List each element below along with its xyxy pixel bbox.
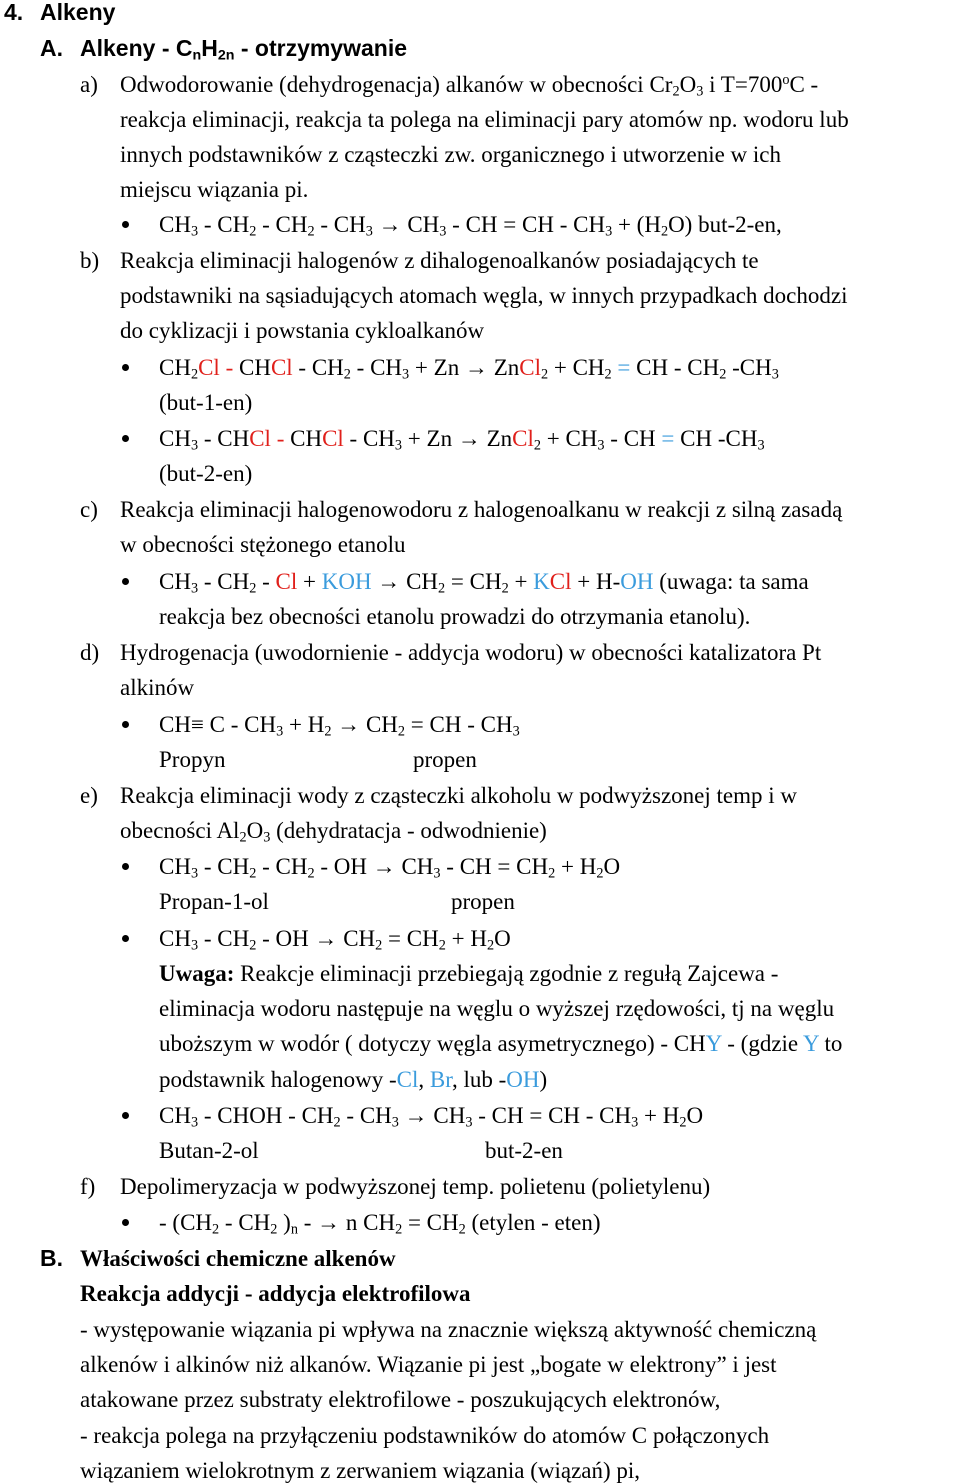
text: Cl <box>396 1067 419 1092</box>
text: Y <box>705 1031 722 1056</box>
zajcew-note-line4 <box>159 1068 547 1091</box>
text: ) <box>539 1067 548 1092</box>
bullet <box>122 364 129 371</box>
text: to <box>818 1031 843 1056</box>
note-bold: Uwaga: <box>159 961 235 986</box>
bullet <box>122 578 129 585</box>
section-b-para4: - reakcja polega na przyłączeniu podstawników do atomów C połączonych <box>80 1423 770 1448</box>
text: i T=700 <box>703 72 783 97</box>
equation-b1: $CH_2Cl$ - CHCl - $CH_2 - CH_3 + Zn$ → ZnCl$_2$ + $CH_2$ = CH - $CH_2$ $-CH_3$ <box>159 355 779 383</box>
section-b-subtitle: Reakcja addycji - addycja elektrofilowa <box>80 1281 471 1306</box>
item-c-label: c) <box>80 497 98 522</box>
text: , <box>418 1067 430 1092</box>
sub: 2n <box>217 47 235 64</box>
equation-e1-name2: propen <box>451 889 515 914</box>
equation-f1: - ($CH_2 - CH_2$ )$_n$ - → n $CH_2 = CH_2$ (etylen - eten) <box>159 1210 601 1238</box>
equation-d1-name1: Propyn <box>159 747 226 772</box>
note: (uwaga: ta sama <box>659 569 809 594</box>
heading-number: 4. <box>4 0 24 25</box>
equation-e3-name2: but-2-en <box>485 1138 563 1163</box>
section-b-para1: - występowanie wiązania pi wpływa na znacznie większą aktywność chemiczną <box>80 1317 817 1342</box>
equation-e3: $CH_3$ - CHOH - $CH_2 - CH_3 \to CH_3$ - CH = CH - $CH_3 + H_2O$ <box>159 1103 704 1131</box>
equation-a1: $CH_3 - CH_2 - CH_2 - CH_3 \to CH_3$ - CH = CH - $CH_3 + (H_2O)$ but-2-en, <box>159 212 782 240</box>
item-d-label: d) <box>80 640 100 665</box>
section-b-para3: atakowane przez substraty elektrofilowe - poszukujących elektronów, <box>80 1387 721 1412</box>
item-d-line1: Hydrogenacja (uwodornienie - addycja wodoru) w obecności katalizatora Pt <box>120 640 822 665</box>
text: OH <box>506 1067 540 1092</box>
zajcew-note-line3 <box>159 1032 842 1055</box>
item-d-line2: alkinów <box>120 675 195 700</box>
equation-e3-name1: Butan-2-ol <box>159 1138 259 1163</box>
text: Y <box>803 1031 819 1056</box>
item-a-line4: miejscu wiązania pi. <box>120 177 309 202</box>
item-b-line3: do cyklizacji i powstania cykloalkanów <box>120 318 485 343</box>
bullet <box>122 435 129 442</box>
item-b-line2: podstawniki na sąsiadujących atomach węgla, w innych przypadkach dochodzi <box>120 283 848 308</box>
item-a-line3: innych podstawników z cząsteczki zw. organicznego i utworzenie w ich <box>120 142 782 167</box>
bullet <box>122 935 129 942</box>
bullet <box>122 221 129 228</box>
equation-c1: $CH_3 - CH_2$ - Cl + KOH → $CH_2 = CH_2$ + KCl + H-OH (uwaga: ta sama <box>159 569 809 597</box>
section-a-title <box>80 35 408 64</box>
equation-e2: $CH_3 - CH_2$ - OH → $CH_2 = CH_2 + H_2O$ <box>159 926 511 954</box>
equation-b2: $CH_3$ - CHCl - CHCl - $CH_3 + Zn$ → ZnCl$_2$ + $CH_3$ - CH = CH $-CH_3$ <box>159 426 765 454</box>
item-a-label: a) <box>80 72 98 97</box>
text: (dehydratacja - odwodnienie) <box>270 818 547 843</box>
item-f-line1: Depolimeryzacja w podwyższonej temp. polietenu (polietylenu) <box>120 1174 711 1199</box>
text: , lub - <box>451 1067 507 1092</box>
section-b-para2: alkenów i alkinów niż alkanów. Wiązanie pi jest „bogate w elektrony” i jest <box>80 1352 777 1377</box>
equation-d1-name2: propen <box>413 747 477 772</box>
section-b-para5: wiązaniem wielokrotnym z zerwaniem wiązania (wiązań) pi, <box>80 1458 641 1483</box>
text: Br <box>429 1067 452 1092</box>
equation-b1-name: (but-1-en) <box>159 390 253 415</box>
item-c-line1: Reakcja eliminacji halogenowodoru z halogenoalkanu w reakcji z silną zasadą <box>120 497 843 522</box>
text: obecności Al <box>120 818 240 843</box>
item-e-line1: Reakcja eliminacji wody z cząsteczki alkoholu w podwyższonej temp i w <box>120 783 797 808</box>
equation-c1-note: reakcja bez obecności etanolu prowadzi do otrzymania etanolu). <box>159 604 751 629</box>
title-text: Alkeny - C <box>80 35 193 61</box>
sub: n <box>192 47 202 64</box>
zajcew-note-line2: eliminacja wodoru następuje na węglu o wyższej rzędowości, tj na węglu <box>159 996 835 1021</box>
title-text: - otrzymywanie <box>234 35 408 61</box>
text: O <box>246 818 264 843</box>
section-b-label: B. <box>40 1245 63 1271</box>
item-a-line2: reakcja eliminacji, reakcja ta polega na eliminacji pary atomów np. wodoru lub <box>120 107 849 132</box>
text: C - <box>789 72 819 97</box>
text: podstawnik halogenowy - <box>159 1067 397 1092</box>
equation-e1-name1: Propan-1-ol <box>159 889 269 914</box>
bullet <box>122 863 129 870</box>
title-text: H <box>201 35 218 61</box>
zajcew-note-line1 <box>159 962 778 985</box>
item-f-label: f) <box>80 1174 96 1199</box>
item-e-label: e) <box>80 783 98 808</box>
equation-d1: $CH\equiv C - CH_3 + H_2 \to CH_2$ = CH - $CH_3$ <box>159 712 520 740</box>
item-e-line2: obecności $Al_2O_3$ (dehydratacja - odwodnienie) <box>120 818 547 846</box>
item-b-line1: Reakcja eliminacji halogenów z dihalogenoalkanów posiadających te <box>120 248 759 273</box>
text: (etylen - eten) <box>471 1210 601 1235</box>
text: - (gdzie <box>721 1031 804 1056</box>
text: Odwodorowanie (dehydrogenacja) alkanów w obecności Cr <box>120 72 673 97</box>
text: uboższym w wodór ( dotyczy węgla asymetrycznego) - CH <box>159 1031 706 1056</box>
bullet <box>122 1112 129 1119</box>
text: O <box>679 72 697 97</box>
item-c-line2: w obecności stężonego etanolu <box>120 532 406 557</box>
text: Reakcje eliminacji przebiegają zgodnie z regułą Zajcewa - <box>234 961 779 986</box>
bullet <box>122 721 129 728</box>
section-a-label: A. <box>40 35 63 61</box>
heading-title: Alkeny <box>40 0 116 25</box>
equation-e1: $CH_3 - CH_2 - CH_2$ - OH → $CH_3$ - CH = $CH_2 + H_2O$ <box>159 854 621 882</box>
item-a-line1: Odwodorowanie (dehydrogenacja) alkanów w obecności $Cr_2O_3$ i $T=700^oC$ - <box>120 72 819 100</box>
section-b-title: Właściwości chemiczne alkenów <box>80 1246 396 1271</box>
degree: o <box>782 72 790 89</box>
equation-b2-name: (but-2-en) <box>159 461 253 486</box>
item-b-label: b) <box>80 248 100 273</box>
bullet <box>122 1219 129 1226</box>
